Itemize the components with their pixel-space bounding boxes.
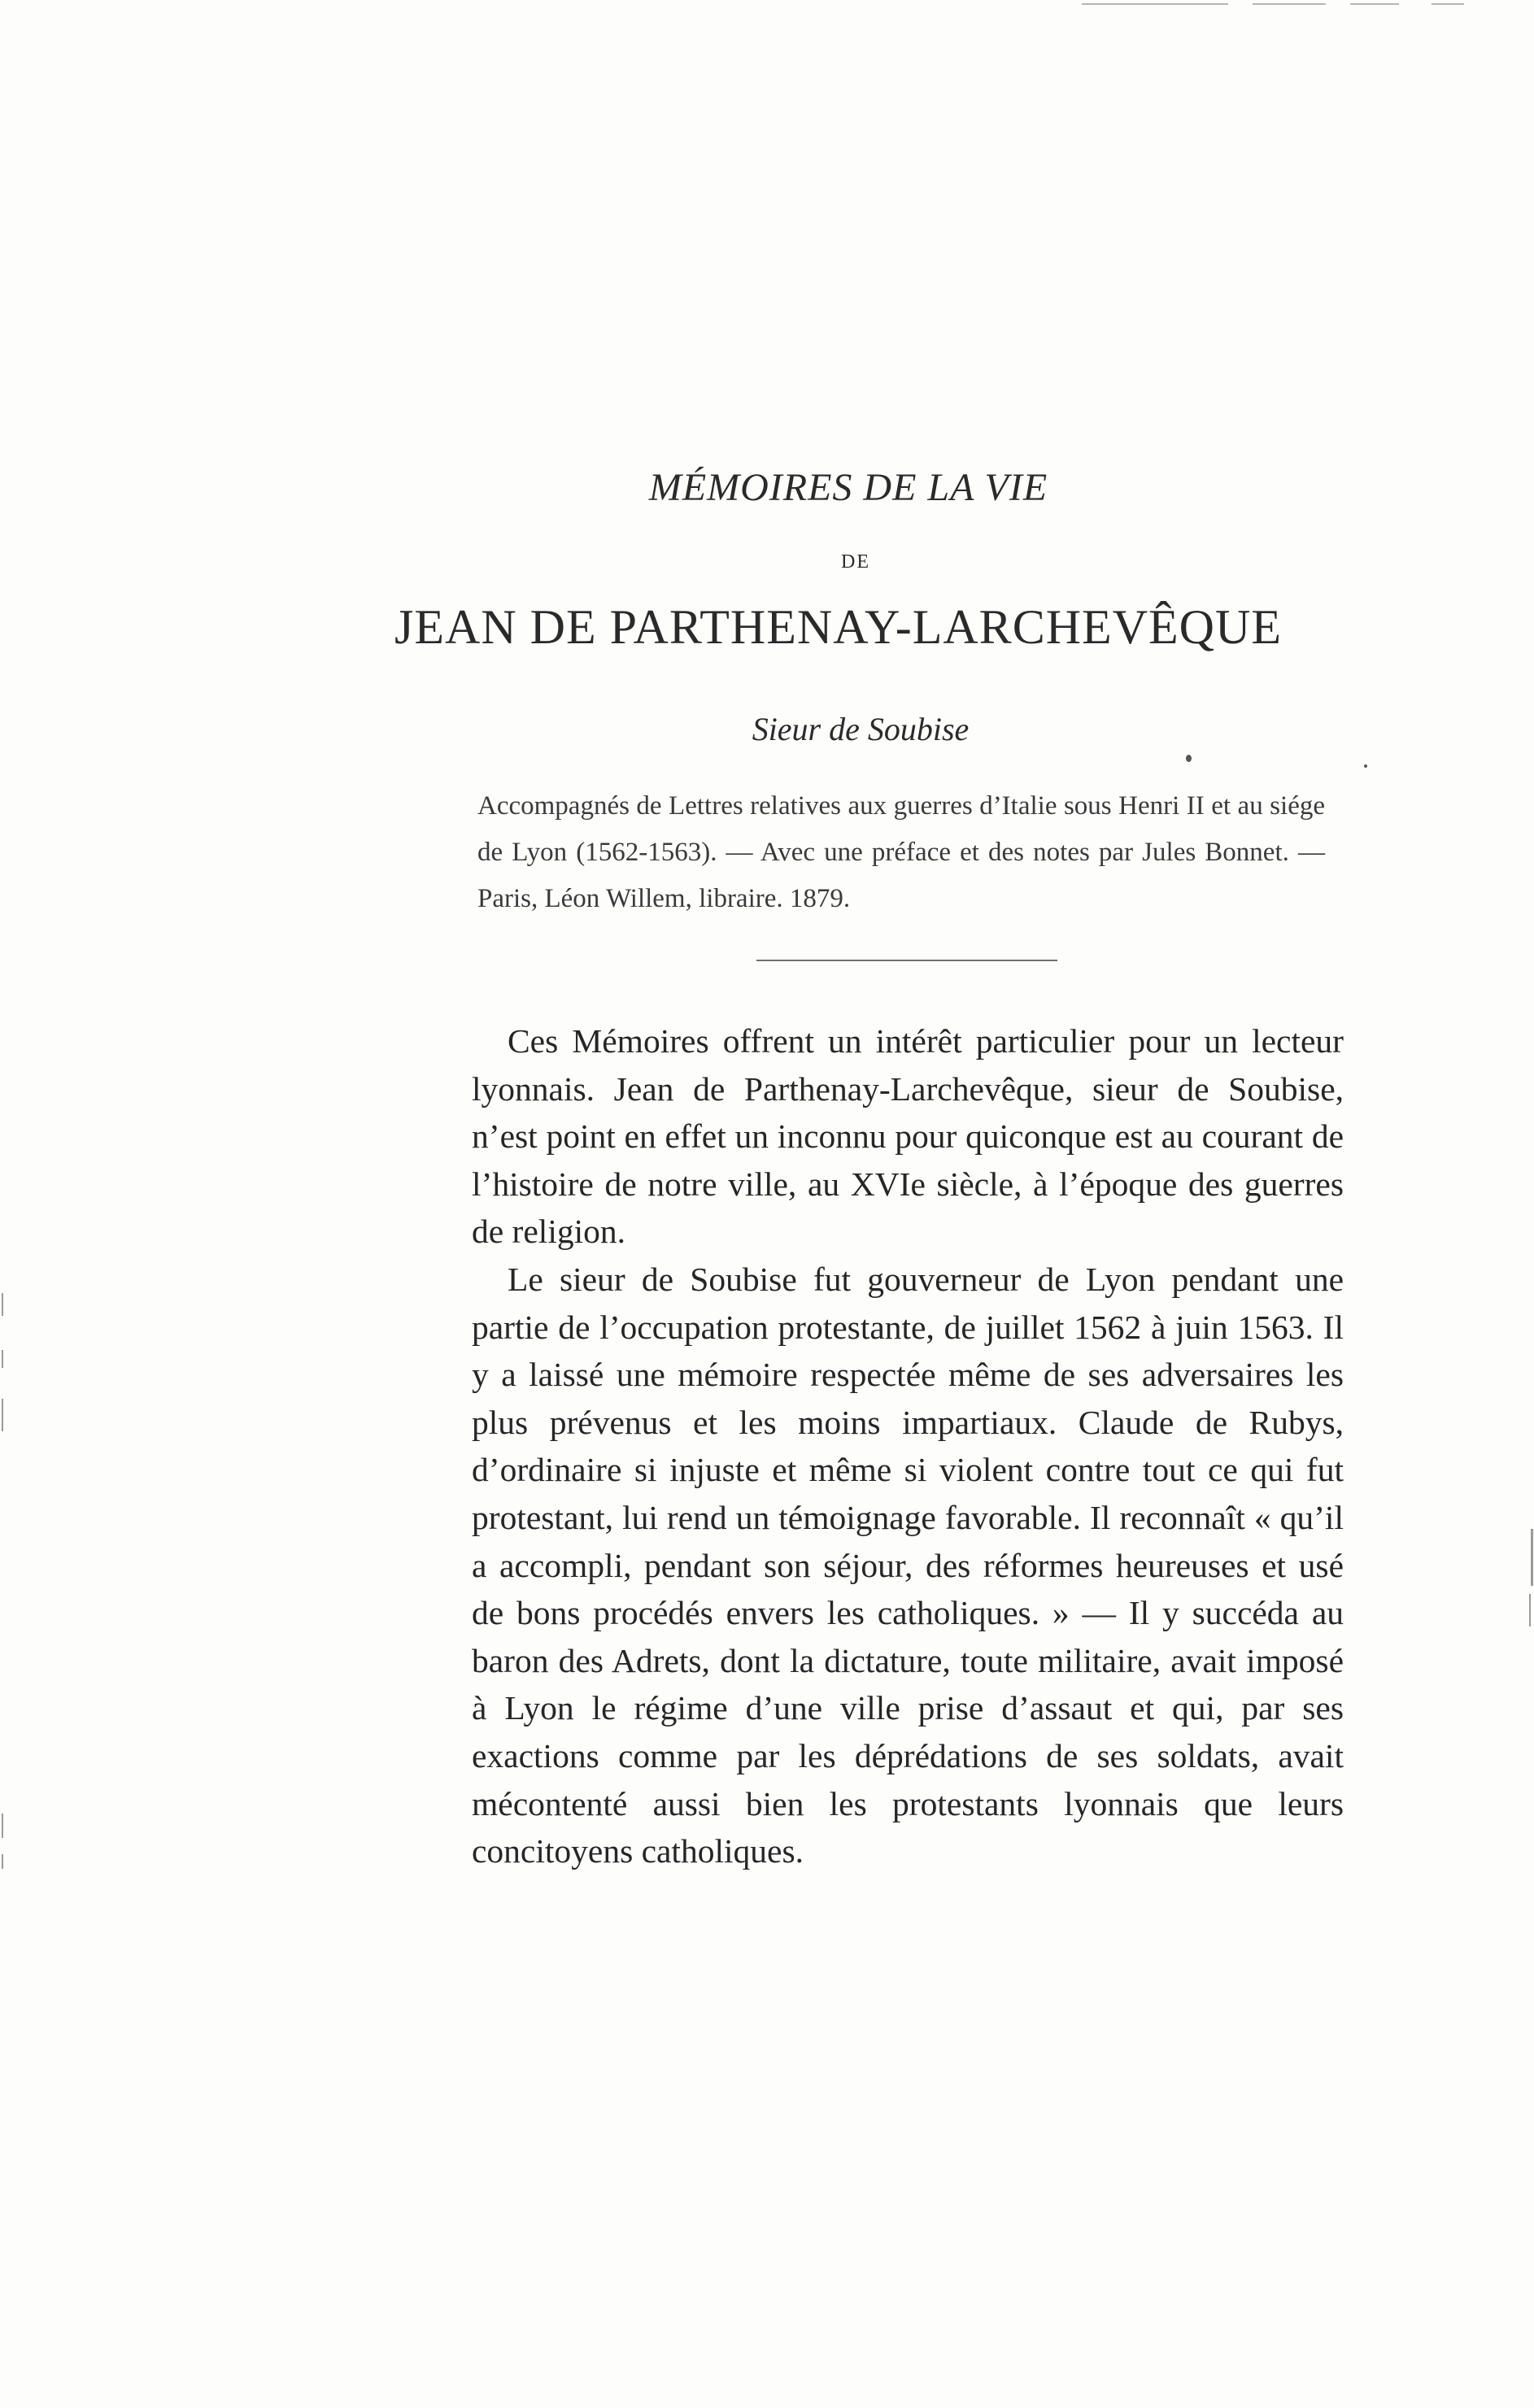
title-connector-de: DE bbox=[841, 551, 870, 573]
subtitle: Sieur de Soubise bbox=[752, 711, 970, 747]
body-text bbox=[472, 1017, 1344, 1875]
paragraph: Ces Mémoires offrent un intérêt particulier pour un lecteur lyonnais. Jean de Parthenay-Larchevêque, sieur de Soubise, n’est point en effet un inconnu pour quiconque est au courant de l’histoire de notre ville, au XVIe siècle, à l’époque des guerres de religion. bbox=[472, 1022, 1344, 1251]
scan-artifact-top-rule bbox=[1432, 3, 1464, 5]
scan-artifact-edge-mark bbox=[2, 1350, 3, 1368]
scan-artifact-top-rule bbox=[1253, 3, 1326, 5]
scan-artifact-top-rule bbox=[1082, 3, 1228, 5]
section-divider bbox=[756, 960, 1057, 961]
paragraph: Le sieur de Soubise fut gouverneur de Lyon pendant une partie de l’occupation protestante, de juillet 1562 à juin 1563. Il y a laissé une mémoire respectée même de ses adversaires les plus prévenus et les moins impartiaux. Claude de Rubys, d’ordinaire si injuste et même si violent contre tout ce qui fut protestant, lui rend un témoignage favorable. Il reconnaît « qu’il a accompli, pendant son séjour, des réformes heureuses et usé de bons procédés envers les catholiques. » — Il y succéda au baron des Adrets, dont la dictature, toute militaire, avait imposé à Lyon le régime d’une ville prise d’assaut et qui, par ses exactions comme par les déprédations de ses soldats, avait mécontenté aussi bien les protestants lyonnais que leurs concitoyens catholiques. bbox=[472, 1260, 1344, 1870]
bibliographic-note: Accompagnés de Lettres relatives aux guerres d’Italie sous Henri II et au siége de Lyon (1562-1563). — Avec une préface et des notes par Jules Bonnet. — Paris, Léon Willem, libraire. 1879. bbox=[477, 791, 1325, 913]
page-title: JEAN DE PARTHENAY-LARCHEVÊQUE bbox=[394, 600, 1282, 654]
scan-artifact-edge-mark bbox=[2, 1814, 3, 1838]
title-line-memoires: MÉMOIRES DE LA VIE bbox=[648, 466, 1048, 509]
scan-artifact-speck bbox=[1364, 764, 1367, 768]
scan-artifact-edge-mark bbox=[1531, 1529, 1533, 1586]
scan-artifact-edge-mark bbox=[2, 1399, 3, 1431]
scan-artifact-edge-mark bbox=[2, 1293, 3, 1316]
scan-artifact-top-rule bbox=[1350, 3, 1399, 5]
scan-artifact-edge-mark bbox=[2, 1854, 3, 1869]
scan-artifact-edge-mark bbox=[1529, 1594, 1531, 1626]
scan-artifact-speck bbox=[1186, 755, 1192, 762]
